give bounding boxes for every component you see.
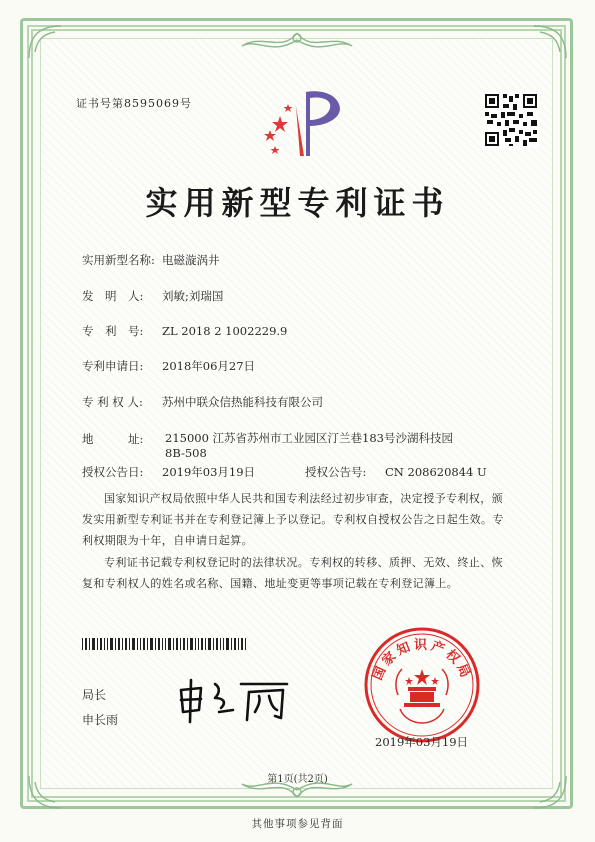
- field-label: 授权公告日:: [82, 465, 144, 479]
- qr-code-icon: [483, 92, 539, 148]
- handwritten-signature-icon: [175, 676, 295, 724]
- certificate-title: 实用新型专利证书: [145, 184, 450, 222]
- field-patentee: [82, 394, 323, 410]
- top-ornament-icon: [232, 28, 362, 58]
- field-label: 地 址:: [82, 432, 144, 446]
- seal-date: 2019年03月19日: [375, 735, 469, 749]
- field-value: 苏州中联众信热能科技有限公司: [162, 395, 323, 409]
- barcode-icon: [82, 638, 247, 650]
- director-name: 申长雨: [82, 713, 119, 727]
- field-value: 刘敏;刘瑞国: [162, 289, 224, 303]
- director-title: 局长: [82, 688, 107, 702]
- footer-note: 其他事项参见背面: [251, 818, 344, 830]
- field-label: 实用新型名称:: [82, 253, 155, 267]
- page-number: 第1页(共2页): [267, 774, 328, 785]
- field-value: ZL 2018 2 1002229.9: [162, 324, 288, 338]
- field-patent-number: [82, 323, 287, 339]
- certificate-number: 证书号第8595069号: [76, 97, 192, 110]
- field-value: 2019年03月19日: [162, 465, 256, 479]
- field-value: 2018年06月27日: [162, 359, 256, 373]
- field-value: 电磁漩涡井: [162, 253, 220, 267]
- corner-ornament-icon: [530, 22, 570, 62]
- field-address-value: 215000 江苏省苏州市工业园区汀兰巷183号沙湖科技园8B-508: [165, 431, 454, 460]
- field-label: 发 明 人:: [82, 289, 144, 303]
- field-application-date: [82, 358, 255, 374]
- official-seal-icon: [362, 625, 482, 745]
- statement-paragraph: 专利证书记载专利权登记时的法律状况。专利权的转移、质押、无效、终止、恢复和专利权人的姓名或名称、国籍、地址变更等事项记载在专利登记簿上。: [82, 556, 503, 590]
- field-grant-number: [305, 464, 487, 480]
- cnipa-logo-icon: [258, 86, 358, 166]
- field-value: CN 208620844 U: [385, 465, 487, 479]
- field-label: 专 利 号:: [82, 324, 144, 338]
- field-address-label: [82, 431, 162, 447]
- field-utility-model-name: [82, 252, 220, 268]
- field-label: 专利申请日:: [82, 359, 144, 373]
- field-inventor: [82, 288, 223, 304]
- svg-text:国家知识产权局: 国家知识产权局: [370, 638, 474, 683]
- field-grant-date: [82, 464, 255, 480]
- corner-ornament-icon: [25, 22, 65, 62]
- statement-paragraph: 国家知识产权局依照中华人民共和国专利法经过初步审查，决定授予专利权，颁发实用新型专利证书并在专利登记簿上予以登记。专利权自授权公告之日起生效。专利权期限为十年，自申请日起算。: [82, 492, 504, 547]
- field-label: 授权公告号:: [305, 465, 367, 479]
- field-label: 专 利 权 人:: [82, 395, 143, 409]
